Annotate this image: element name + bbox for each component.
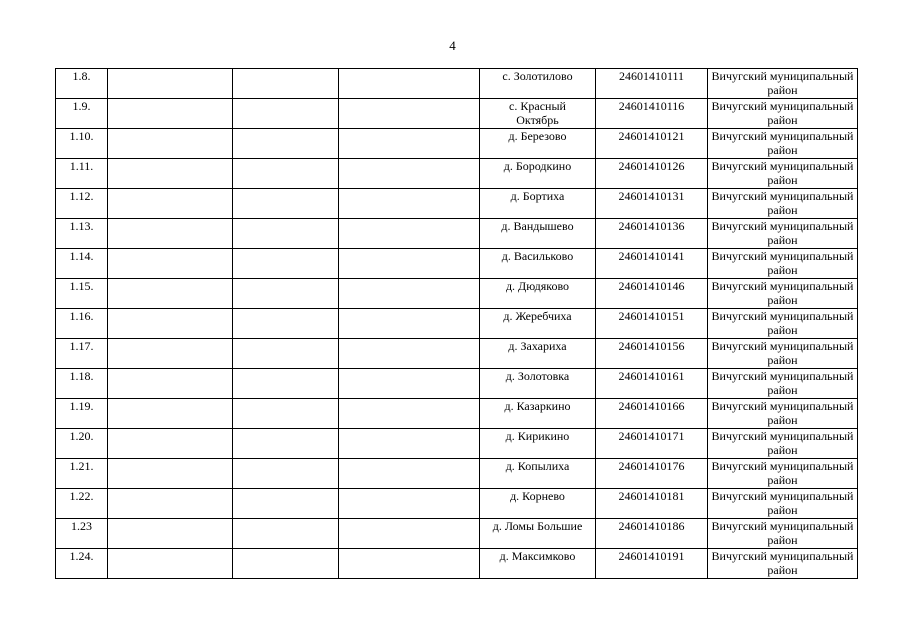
table-row (56, 249, 858, 279)
row-number-cell: 1.15. (56, 279, 108, 309)
oktmo-code-cell: 24601410131 (596, 189, 708, 219)
empty-cell (233, 519, 339, 549)
oktmo-code-cell: 24601410151 (596, 309, 708, 339)
table-row (56, 399, 858, 429)
table-row (56, 309, 858, 339)
oktmo-code-cell: 24601410121 (596, 129, 708, 159)
empty-cell (108, 219, 233, 249)
empty-cell (108, 249, 233, 279)
row-number-cell: 1.14. (56, 249, 108, 279)
table-row (56, 159, 858, 189)
district-cell: Вичугский муниципальный район (708, 309, 858, 339)
oktmo-code-cell: 24601410166 (596, 399, 708, 429)
oktmo-code-cell: 24601410141 (596, 249, 708, 279)
district-cell: Вичугский муниципальный район (708, 489, 858, 519)
table-row (56, 279, 858, 309)
empty-cell (233, 249, 339, 279)
row-number-cell: 1.16. (56, 309, 108, 339)
oktmo-code-cell: 24601410171 (596, 429, 708, 459)
empty-cell (339, 369, 480, 399)
row-number-cell: 1.9. (56, 99, 108, 129)
empty-cell (233, 309, 339, 339)
settlement-cell: д. Березово (480, 129, 596, 159)
settlement-cell: с. Золотилово (480, 69, 596, 99)
district-cell: Вичугский муниципальный район (708, 429, 858, 459)
empty-cell (233, 369, 339, 399)
empty-cell (339, 159, 480, 189)
settlement-cell: д. Кирикино (480, 429, 596, 459)
district-cell: Вичугский муниципальный район (708, 279, 858, 309)
empty-cell (108, 189, 233, 219)
empty-cell (233, 99, 339, 129)
empty-cell (108, 279, 233, 309)
empty-cell (233, 279, 339, 309)
table-row (56, 339, 858, 369)
table-row (56, 519, 858, 549)
empty-cell (233, 399, 339, 429)
empty-cell (108, 99, 233, 129)
empty-cell (339, 459, 480, 489)
empty-cell (108, 369, 233, 399)
row-number-cell: 1.20. (56, 429, 108, 459)
row-number-cell: 1.12. (56, 189, 108, 219)
oktmo-code-cell: 24601410111 (596, 69, 708, 99)
empty-cell (339, 549, 480, 579)
district-cell: Вичугский муниципальный район (708, 249, 858, 279)
empty-cell (233, 69, 339, 99)
district-cell: Вичугский муниципальный район (708, 219, 858, 249)
empty-cell (339, 309, 480, 339)
empty-cell (108, 129, 233, 159)
row-number-cell: 1.18. (56, 369, 108, 399)
empty-cell (108, 309, 233, 339)
oktmo-code-cell: 24601410176 (596, 459, 708, 489)
district-cell: Вичугский муниципальный район (708, 459, 858, 489)
empty-cell (339, 69, 480, 99)
district-cell: Вичугский муниципальный район (708, 99, 858, 129)
oktmo-code-cell: 24601410126 (596, 159, 708, 189)
district-cell: Вичугский муниципальный район (708, 339, 858, 369)
table-row (56, 219, 858, 249)
table-row (56, 549, 858, 579)
empty-cell (339, 279, 480, 309)
empty-cell (233, 549, 339, 579)
row-number-cell: 1.8. (56, 69, 108, 99)
oktmo-code-cell: 24601410191 (596, 549, 708, 579)
empty-cell (339, 249, 480, 279)
oktmo-code-cell: 24601410136 (596, 219, 708, 249)
row-number-cell: 1.13. (56, 219, 108, 249)
row-number-cell: 1.24. (56, 549, 108, 579)
empty-cell (339, 399, 480, 429)
district-cell: Вичугский муниципальный район (708, 69, 858, 99)
table-row (56, 189, 858, 219)
row-number-cell: 1.11. (56, 159, 108, 189)
settlement-cell: д. Ломы Большие (480, 519, 596, 549)
settlement-cell: с. Красный Октябрь (480, 99, 596, 129)
empty-cell (233, 429, 339, 459)
settlement-cell: д. Вандышево (480, 219, 596, 249)
table-row (56, 369, 858, 399)
empty-cell (108, 459, 233, 489)
settlement-cell: д. Васильково (480, 249, 596, 279)
row-number-cell: 1.10. (56, 129, 108, 159)
empty-cell (108, 339, 233, 369)
settlement-cell: д. Жеребчиха (480, 309, 596, 339)
empty-cell (108, 429, 233, 459)
empty-cell (233, 339, 339, 369)
settlement-cell: д. Золотовка (480, 369, 596, 399)
empty-cell (233, 189, 339, 219)
oktmo-code-cell: 24601410116 (596, 99, 708, 129)
row-number-cell: 1.19. (56, 399, 108, 429)
empty-cell (233, 489, 339, 519)
empty-cell (108, 519, 233, 549)
district-cell: Вичугский муниципальный район (708, 369, 858, 399)
empty-cell (233, 159, 339, 189)
oktmo-code-cell: 24601410186 (596, 519, 708, 549)
settlement-cell: д. Корнево (480, 489, 596, 519)
row-number-cell: 1.23 (56, 519, 108, 549)
empty-cell (108, 489, 233, 519)
district-cell: Вичугский муниципальный район (708, 399, 858, 429)
page-number: 4 (449, 38, 456, 53)
settlement-cell: д. Дюдяково (480, 279, 596, 309)
empty-cell (108, 549, 233, 579)
empty-cell (339, 429, 480, 459)
empty-cell (339, 219, 480, 249)
oktmo-code-cell: 24601410156 (596, 339, 708, 369)
empty-cell (339, 129, 480, 159)
settlements-table (55, 68, 858, 579)
table-row (56, 99, 858, 129)
table-row (56, 489, 858, 519)
district-cell: Вичугский муниципальный район (708, 159, 858, 189)
table-row (56, 129, 858, 159)
table-row (56, 429, 858, 459)
settlement-cell: д. Бородкино (480, 159, 596, 189)
oktmo-code-cell: 24601410161 (596, 369, 708, 399)
settlement-cell: д. Бортиха (480, 189, 596, 219)
empty-cell (339, 489, 480, 519)
settlement-cell: д. Копылиха (480, 459, 596, 489)
district-cell: Вичугский муниципальный район (708, 189, 858, 219)
district-cell: Вичугский муниципальный район (708, 129, 858, 159)
table-row (56, 69, 858, 99)
empty-cell (108, 159, 233, 189)
settlement-cell: д. Захариха (480, 339, 596, 369)
table-row (56, 459, 858, 489)
settlement-cell: д. Казаркино (480, 399, 596, 429)
district-cell: Вичугский муниципальный район (708, 519, 858, 549)
district-cell: Вичугский муниципальный район (708, 549, 858, 579)
empty-cell (233, 219, 339, 249)
oktmo-code-cell: 24601410181 (596, 489, 708, 519)
empty-cell (339, 519, 480, 549)
empty-cell (108, 399, 233, 429)
empty-cell (108, 69, 233, 99)
settlement-cell: д. Максимково (480, 549, 596, 579)
table-body (56, 69, 858, 579)
oktmo-code-cell: 24601410146 (596, 279, 708, 309)
row-number-cell: 1.17. (56, 339, 108, 369)
empty-cell (233, 459, 339, 489)
empty-cell (233, 129, 339, 159)
empty-cell (339, 339, 480, 369)
row-number-cell: 1.22. (56, 489, 108, 519)
empty-cell (339, 189, 480, 219)
row-number-cell: 1.21. (56, 459, 108, 489)
empty-cell (339, 99, 480, 129)
